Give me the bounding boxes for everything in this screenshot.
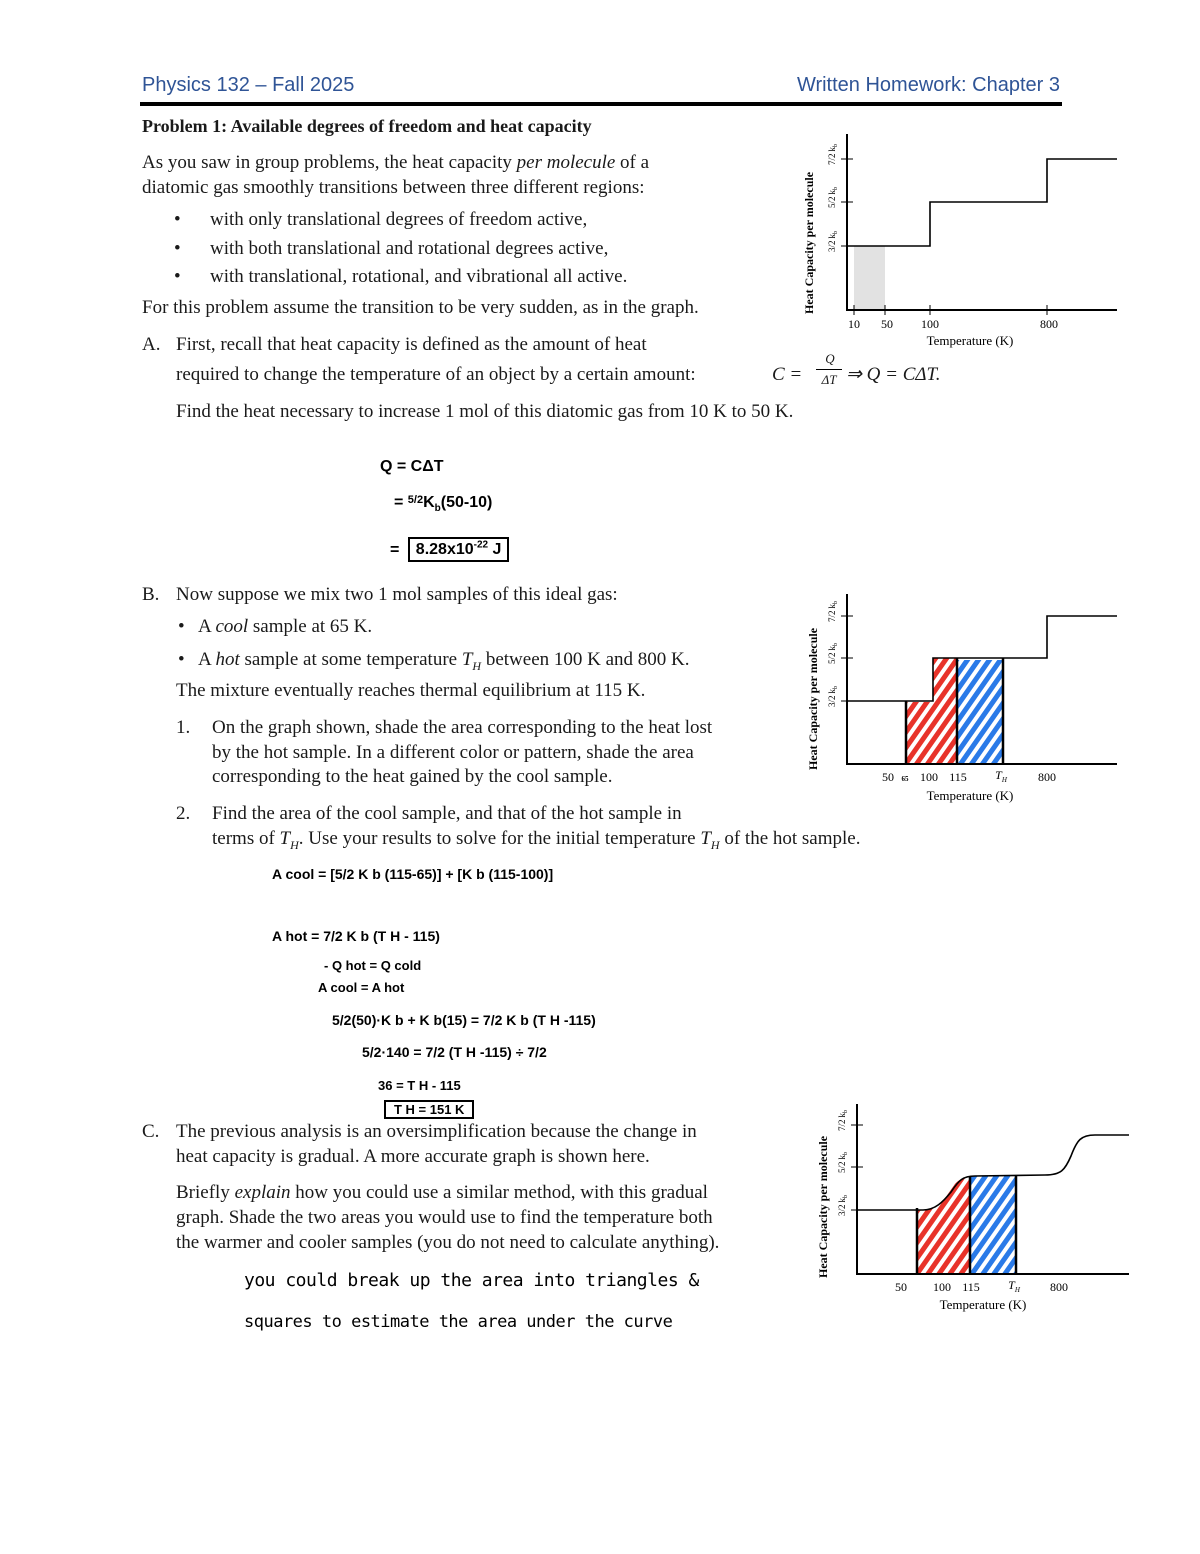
graph3-cool-shading	[917, 1176, 970, 1274]
graph3-ylabel-tick-1: $3/2k_b$	[837, 1194, 849, 1216]
graph3-ylabel-tick-2: $5/2k_b$	[837, 1151, 849, 1173]
frac-num: Q	[825, 351, 835, 366]
part-c-line-4: graph. Shade the two areas you would use to find the temperature both	[176, 1207, 713, 1228]
q1-line-2: by the hot sample. In a different color or pattern, shade the area	[212, 742, 694, 763]
bullet-dot-1: •	[174, 209, 181, 230]
part-a-line-2: required to change the temperature of an object by a certain amount:	[176, 364, 696, 385]
graph3-ytick-labels	[837, 1110, 849, 1216]
graph3-ylabel-tick-3: $7/2k_b$	[837, 1109, 849, 1131]
bullet-dot-2: •	[174, 238, 181, 259]
graph2-xlabel-th: $T_H$	[995, 768, 1007, 784]
graph1-ytick-labels	[827, 144, 839, 252]
header-rule	[140, 102, 1062, 106]
graph3-xlabel-115: 115	[962, 1280, 980, 1294]
intro-line-1: As you saw in group problems, the heat capacity per molecule of a	[142, 152, 650, 173]
part-c-line-2: heat capacity is gradual. A more accurate graph is shown here.	[176, 1146, 650, 1167]
graph2-xlabel-115: 115	[949, 770, 967, 784]
b-bullet-2: A hot sample at some temperature $T_H$ between 100 K and 800 K.	[198, 649, 690, 673]
graph1-ylabel-tick-1: $3/2k_b$	[827, 230, 839, 252]
assignment-title: Written Homework: Chapter 3	[796, 74, 1060, 96]
graph2-cool-shading	[906, 658, 957, 764]
intro-line-2: diatomic gas smoothly transitions between three different regions:	[142, 177, 645, 198]
hand-c-2: squares to estimate the area under the curve	[244, 1312, 673, 1332]
graph2-xlabel-800: 800	[1038, 770, 1056, 784]
bullet-2: with both translational and rotational degrees active,	[210, 238, 609, 259]
graph-3	[805, 1100, 1135, 1320]
b-bullet-dot-1: •	[178, 616, 185, 637]
bullet-3: with translational, rotational, and vibrational all active.	[210, 266, 628, 287]
graph1-x-title: Temperature (K)	[926, 333, 1014, 348]
hand-b-7: 36 = T H - 115	[378, 1078, 461, 1093]
graph1-y-title: Heat Capacity per molecule	[802, 171, 816, 314]
hand-c-1: you could break up the area into triangles &	[244, 1270, 699, 1291]
hand-b-3: - Q hot = Q cold	[324, 958, 422, 973]
hand-b-4: A cool = A hot	[318, 980, 405, 995]
graph1-series-line	[847, 159, 1117, 246]
graph2-ytick-labels	[827, 601, 839, 707]
part-c-letter: C.	[142, 1121, 160, 1142]
problem-title: Problem 1: Available degrees of freedom and heat capacity	[142, 116, 592, 136]
b-bullet-1: A cool sample at 65 K.	[198, 616, 373, 637]
q1-number: 1.	[176, 717, 191, 738]
q2-line-2: terms of $T_H$. Use your results to solve for the initial temperature $T_H$ of the hot sample.	[212, 828, 861, 852]
graph3-hot-shading	[970, 1176, 1016, 1274]
graph2-hot-shading	[957, 660, 1003, 764]
graph2-y-title: Heat Capacity per molecule	[806, 627, 820, 770]
part-c-line-1: The previous analysis is an oversimplification because the change in	[176, 1121, 697, 1142]
graph-1	[795, 128, 1125, 353]
b-bullet-dot-2: •	[178, 649, 185, 670]
graph1-xlabel-100: 100	[921, 317, 939, 331]
graph3-x-title: Temperature (K)	[939, 1297, 1027, 1312]
hand-a-3: = $8.28x10^{-22}$ J	[390, 540, 509, 559]
hand-b-5: 5/2(50)·K b + K b(15) = 7/2 K b (T H -115)	[332, 1012, 596, 1028]
graph2-ylabel-tick-2: $5/2k_b$	[827, 642, 839, 664]
graph1-xlabel-50: 50	[881, 317, 893, 331]
graph1-xlabel-800: 800	[1040, 317, 1058, 331]
q2-line-1: Find the area of the cool sample, and that of the hot sample in	[212, 803, 682, 824]
graph2-ylabel-tick-1: $3/2k_b$	[827, 685, 839, 707]
graph2-x-title: Temperature (K)	[926, 788, 1014, 803]
frac-den: ΔT	[821, 372, 837, 387]
q2-number: 2.	[176, 803, 191, 824]
part-c-line-3: Briefly explain how you could use a similar method, with this gradual	[176, 1182, 708, 1203]
hand-b-6: 5/2·140 = 7/2 (T H -115) ÷ 7/2	[362, 1044, 547, 1060]
graph3-xlabel-50: 50	[895, 1280, 907, 1294]
graph1-ylabel-tick-2: $5/2k_b$	[827, 186, 839, 208]
part-c-line-5: the warmer and cooler samples (you do not need to calculate anything).	[176, 1232, 720, 1253]
q1-line-3: corresponding to the heat gained by the cool sample.	[212, 766, 613, 787]
equilibrium-text: The mixture eventually reaches thermal equilibrium at 115 K.	[176, 680, 646, 701]
part-b-intro: Now suppose we mix two 1 mol samples of this ideal gas:	[176, 584, 618, 605]
graph2-xlabel-65: 65	[901, 775, 909, 783]
graph1-ylabel-tick-3: $7/2k_b$	[827, 143, 839, 165]
formula-rest: ⇒ Q = CΔT.	[846, 364, 941, 385]
hand-a-1: Q = CΔT	[380, 458, 444, 475]
part-a-letter: A.	[142, 334, 161, 355]
frac-bar	[816, 369, 842, 370]
course-title: Physics 132 – Fall 2025	[142, 74, 355, 96]
graph2-xlabel-50: 50	[882, 770, 894, 784]
hand-a-2: = $^{5/2}K_b(50-10)$	[394, 494, 493, 515]
graph2-xlabel-100: 100	[920, 770, 938, 784]
graph2-ylabel-tick-3: $7/2k_b$	[827, 600, 839, 622]
graph-2	[795, 588, 1125, 808]
graph3-xlabel-th: $T_H$	[1008, 1278, 1020, 1294]
part-b-letter: B.	[142, 584, 160, 605]
part-a-question: Find the heat necessary to increase 1 mol of this diatomic gas from 10 K to 50 K.	[176, 401, 794, 422]
assumption: For this problem assume the transition to be very sudden, as in the graph.	[142, 297, 699, 318]
bullet-1: with only translational degrees of freedom active,	[210, 209, 588, 230]
formula-c: C =	[772, 364, 803, 385]
hand-b-2: A hot = 7/2 K b (T H - 115)	[272, 928, 440, 944]
graph1-shaded-area	[854, 246, 885, 310]
hand-b-1: A cool = [5/2 K b (115-65)] + [K b (115-100)]	[272, 866, 554, 882]
q1-line-1: On the graph shown, shade the area corresponding to the heat lost	[212, 717, 713, 738]
bullet-dot-3: •	[174, 266, 181, 287]
part-a-line-1: First, recall that heat capacity is defined as the amount of heat	[176, 334, 647, 355]
graph3-y-title: Heat Capacity per molecule	[816, 1135, 830, 1278]
graph1-xlabel-10: 10	[848, 317, 860, 331]
hand-b-8: T H = 151 K	[384, 1100, 474, 1119]
graph3-xlabel-100: 100	[933, 1280, 951, 1294]
graph3-xlabel-800: 800	[1050, 1280, 1068, 1294]
